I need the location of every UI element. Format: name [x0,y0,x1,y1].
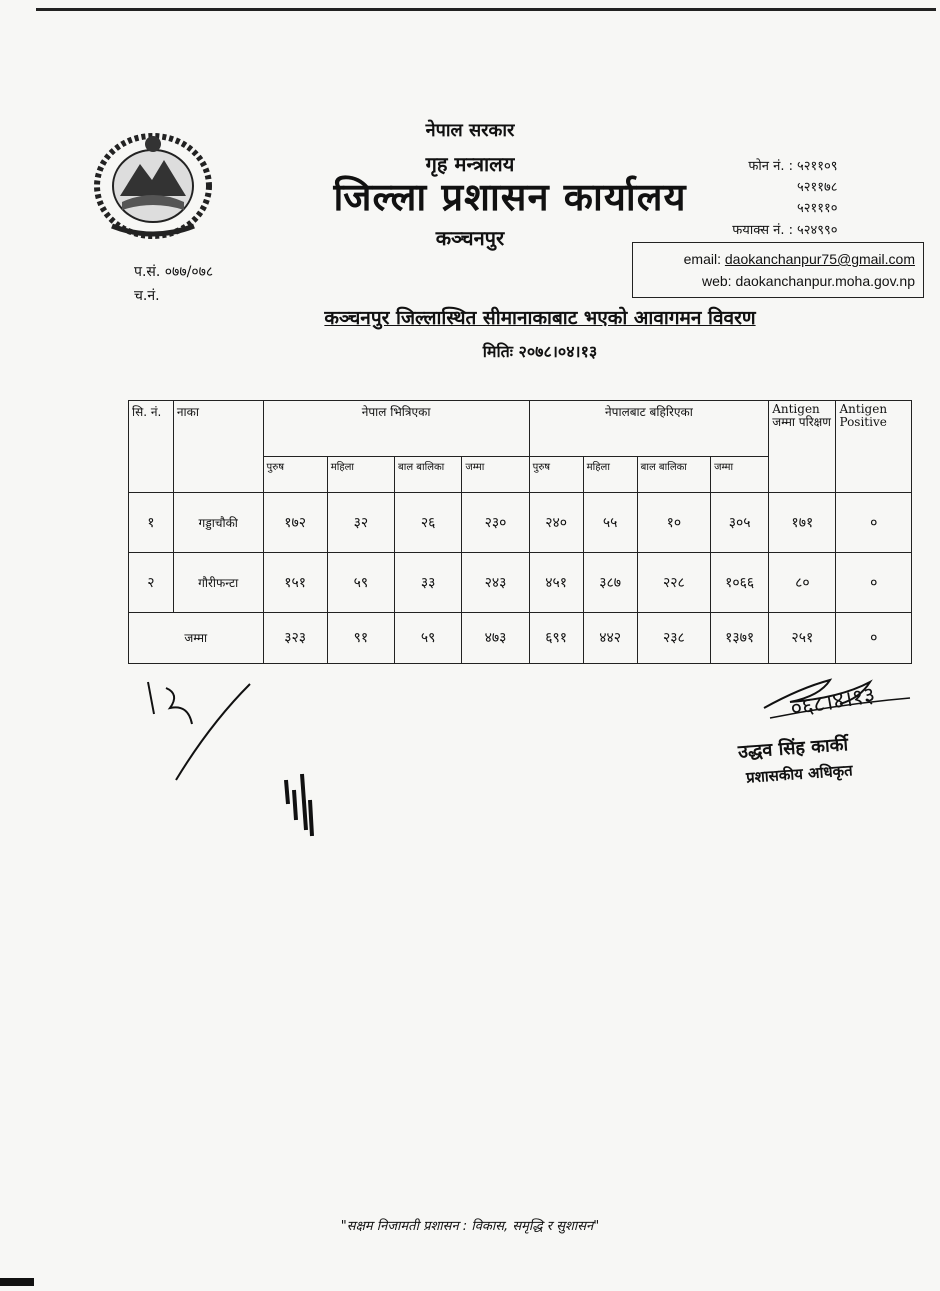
district-name: कञ्चनपुर [435,226,505,250]
web-link[interactable]: daokanchanpur.moha.gov.np [735,273,915,289]
total-value: ४७३ [462,612,529,663]
table-row [129,552,912,612]
web-label: web: [701,273,732,289]
cell-value: २३० [462,493,529,553]
fax-line [705,220,895,238]
total-value: ३२३ [263,612,327,663]
ministry-name: गृह मन्त्रालय [425,152,515,176]
footer-motto: "सक्षम निजामती प्रशासन : विकास, समृद्धि र सुशासन" [340,1219,600,1234]
cell-value: १५१ [263,552,327,612]
office-name: जिल्ला प्रशासन कार्यालय [333,174,687,219]
cell-value: १७१ [769,493,836,553]
cell-value: १७२ [263,493,327,553]
reference-number: प.सं. ०७७/०७८ [134,264,214,280]
header-exited: नेपालबाट बहिरिएका [529,401,769,457]
phone-number: ५२११०९ [797,159,838,174]
cell-value: ८० [769,552,836,612]
header-naka: नाका [173,401,263,493]
cell-value: २४० [529,493,583,553]
cell-value: ४५१ [529,552,583,612]
header-antigen-total: Antigen जम्मा परिक्षण [769,401,836,493]
cell-value: १० [637,493,710,553]
total-label: जम्मा [129,612,264,663]
total-value: २३८ [637,612,710,663]
phone-label: फोन नं. : [748,159,793,174]
subheader-female: महिला [327,456,394,493]
cell-value: ० [836,552,912,612]
header-sn: सि. नं. [129,401,174,493]
fax-number: ५२४९९० [797,223,838,238]
subheader-total: जम्मा [462,456,529,493]
cell-value: ३३ [395,552,462,612]
total-value: ९१ [327,612,394,663]
cell-value: ० [836,493,912,553]
signature-date: ०६८।४।१३ [788,682,878,723]
total-value: ५९ [395,612,462,663]
cell-sn: १ [129,493,174,553]
email-label: email: [683,251,721,267]
cell-value: ५९ [327,552,394,612]
cell-sn: २ [129,552,174,612]
total-row [129,612,912,663]
scan-corner-mark [0,1278,34,1286]
cell-naka-name: गौरीफन्टा [173,552,263,612]
cell-value: ३२ [327,493,394,553]
scan-artifact [280,760,340,860]
document-title: कञ्चनपुर जिल्लास्थित सीमानाकाबाट भएको आवागमन विवरण [324,307,756,329]
total-value: १३७१ [711,612,769,663]
subheader-male: पुरुष [263,456,327,493]
subheader-total: जम्मा [711,456,769,493]
cell-naka-name: गड्डाचौकी [173,493,263,553]
phone-line-2 [705,177,895,195]
cell-value: २२८ [637,552,710,612]
cell-value: २६ [395,493,462,553]
phone-line-3 [705,198,895,216]
cell-value: २४३ [462,552,529,612]
signatory-designation: प्रशासकीय अधिकृत [745,761,854,787]
subheader-children: बाल बालिका [395,456,462,493]
government-name: नेपाल सरकार [425,120,515,141]
total-value: ६९१ [529,612,583,663]
signatory-name: उद्धव सिंह कार्की [737,734,849,763]
dispatch-number: च.नं. [134,288,160,304]
total-value: ४४२ [583,612,637,663]
subheader-children: बाल बालिका [637,456,710,493]
border-movement-table [128,400,912,664]
cell-value: १०६६ [711,552,769,612]
table-row [129,493,912,553]
phone-number: ५२१११० [797,201,838,216]
header-antigen-positive: Antigen Positive [836,401,912,493]
header-entered: नेपाल भित्रिएका [263,401,529,457]
initials-scribble [140,674,260,784]
email-link[interactable]: daokanchanpur75@gmail.com [724,251,915,267]
cell-value: ५५ [583,493,637,553]
phone-number: ५२११७८ [797,180,838,195]
fax-label: फयाक्स नं. : [732,223,793,238]
phone-line-1 [705,156,895,174]
total-value: ० [836,612,912,663]
cell-value: ३०५ [711,493,769,553]
total-value: २५१ [769,612,836,663]
nepal-emblem-icon [92,130,214,242]
email-web-box [632,242,924,298]
cell-value: ३८७ [583,552,637,612]
top-edge-line [36,8,936,11]
subheader-male: पुरुष [529,456,583,493]
subheader-female: महिला [583,456,637,493]
document-date: मितिः २०७८।०४।१३ [482,342,598,361]
